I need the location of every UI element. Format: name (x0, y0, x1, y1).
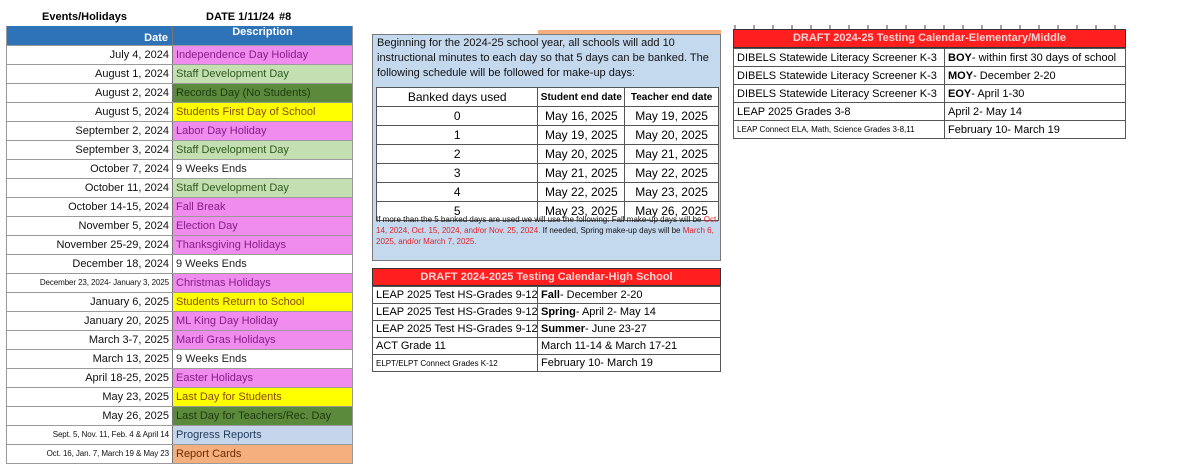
events-table (6, 26, 353, 464)
event-row (7, 311, 353, 330)
event-row (7, 64, 353, 83)
event-date: September 2, 2024 (7, 121, 173, 140)
event-row (7, 292, 353, 311)
event-description: Progress Reports (173, 425, 353, 444)
test-window-dates: March 11-14 & March 17-21 (541, 340, 678, 352)
testing-row (373, 321, 721, 338)
events-holidays-panel (6, 8, 353, 464)
event-description: Last Day for Students (173, 387, 353, 406)
event-date: August 2, 2024 (7, 83, 173, 102)
test-window-dates: February 10- March 19 (948, 123, 1060, 136)
event-description: Staff Development Day (173, 140, 353, 159)
event-description: Labor Day Holiday (173, 121, 353, 140)
test-window-period: EOY (948, 87, 972, 100)
test-window (945, 121, 1126, 139)
event-date: December 18, 2024 (7, 254, 173, 273)
testing-row (734, 67, 1126, 85)
event-description: Students Return to School (173, 292, 353, 311)
banked-used-cell: 1 (377, 126, 538, 145)
test-window-dates: - April 2- May 14 (575, 306, 656, 318)
event-date: November 5, 2024 (7, 216, 173, 235)
column-header-date: Date (7, 26, 173, 45)
test-window-dates: - April 1-30 (971, 87, 1025, 100)
banked-teacher-cell: May 23, 2025 (625, 183, 719, 202)
column-tick-marks (733, 25, 1126, 29)
banked-student-cell: May 20, 2025 (538, 145, 625, 164)
test-window-dates: April 2- May 14 (948, 105, 1022, 118)
event-row (7, 349, 353, 368)
event-description: Mardi Gras Holidays (173, 330, 353, 349)
banked-student-cell: May 23, 2025 (538, 202, 625, 221)
makeup-days-note (376, 214, 719, 247)
test-window-period: MOY (948, 69, 974, 82)
banked-used-cell: 0 (377, 107, 538, 126)
event-description: Fall Break (173, 197, 353, 216)
test-name: LEAP 2025 Test HS-Grades 9-12 (373, 304, 538, 321)
test-window-dates: February 10- March 19 (541, 357, 653, 369)
testing-row (373, 355, 721, 372)
event-row (7, 121, 353, 140)
banked-used-cell: 2 (377, 145, 538, 164)
testing-row (734, 121, 1126, 139)
event-date: April 18-25, 2025 (7, 368, 173, 387)
event-description: Students First Day of School (173, 102, 353, 121)
test-window-dates: - December 2-20 (559, 289, 643, 301)
event-row (7, 406, 353, 425)
test-name: DIBELS Statewide Literacy Screener K-3 (734, 85, 945, 103)
test-window (945, 49, 1126, 67)
test-name: LEAP Connect ELA, Math, Science Grades 3-8,11 (734, 121, 945, 139)
test-window (538, 304, 721, 321)
event-date: March 13, 2025 (7, 349, 173, 368)
test-window-dates: - within first 30 days of school (971, 51, 1117, 64)
event-date: August 5, 2024 (7, 102, 173, 121)
test-name: DIBELS Statewide Literacy Screener K-3 (734, 49, 945, 67)
banked-student-cell: May 19, 2025 (538, 126, 625, 145)
test-window-period: Summer (541, 323, 586, 335)
banked-teacher-cell: May 20, 2025 (625, 126, 719, 145)
test-window (945, 67, 1126, 85)
event-row (7, 235, 353, 254)
event-row (7, 330, 353, 349)
event-row (7, 444, 353, 463)
test-window-period: BOY (948, 51, 972, 64)
high-school-testing-title: DRAFT 2024-2025 Testing Calendar-High School (372, 268, 721, 286)
event-description: Thanksgiving Holidays (173, 235, 353, 254)
event-row (7, 425, 353, 444)
elementary-middle-testing-panel (733, 29, 1126, 139)
test-window-period: Spring (541, 306, 576, 318)
banked-student-cell: May 16, 2025 (538, 107, 625, 126)
event-description: Easter Holidays (173, 368, 353, 387)
event-row (7, 273, 353, 292)
test-name: DIBELS Statewide Literacy Screener K-3 (734, 67, 945, 85)
banked-student-cell: May 22, 2025 (538, 183, 625, 202)
event-date: March 3-7, 2025 (7, 330, 173, 349)
event-description: 9 Weeks Ends (173, 254, 353, 273)
event-row (7, 197, 353, 216)
test-window (538, 287, 721, 304)
testing-row (734, 85, 1126, 103)
event-row (7, 140, 353, 159)
event-row (7, 178, 353, 197)
banked-used-cell: 3 (377, 164, 538, 183)
banked-days-row (377, 183, 719, 202)
testing-row (734, 49, 1126, 67)
banked-days-intro: Beginning for the 2024-25 school year, all schools will add 10 instructional minutes to each day so that 5 days can be banked. The following schedule will be followed for make-up days: (377, 37, 709, 79)
test-name: ACT Grade 11 (373, 338, 538, 355)
event-date: July 4, 2024 (7, 45, 173, 64)
column-header-teacher-end: Teacher end date (625, 88, 719, 107)
testing-row (373, 304, 721, 321)
banked-teacher-cell: May 22, 2025 (625, 164, 719, 183)
test-window (945, 85, 1126, 103)
banked-days-row (377, 145, 719, 164)
test-window (538, 355, 721, 372)
banked-days-table (376, 87, 719, 221)
event-date: October 11, 2024 (7, 178, 173, 197)
event-date: December 23, 2024- January 3, 2025 (7, 273, 173, 292)
banked-teacher-cell: May 21, 2025 (625, 145, 719, 164)
event-date: May 26, 2025 (7, 406, 173, 425)
banked-teacher-cell: May 19, 2025 (625, 107, 719, 126)
event-row (7, 216, 353, 235)
testing-row (734, 103, 1126, 121)
event-date: January 6, 2025 (7, 292, 173, 311)
event-date: January 20, 2025 (7, 311, 173, 330)
note-text-a: If more than the 5 banked days are used we will use the following: Fall make-up days will be (376, 215, 704, 224)
event-description: Independence Day Holiday (173, 45, 353, 64)
test-window-dates: - June 23-27 (585, 323, 647, 335)
note-spring-dates: March 6, 2025, and/or March 7, 2025. (376, 226, 714, 246)
test-name: LEAP 2025 Test HS-Grades 9-12 (373, 321, 538, 338)
high-school-testing-table (372, 286, 721, 372)
banked-days-header (377, 88, 719, 107)
event-row (7, 45, 353, 64)
test-name: ELPT/ELPT Connect Grades K-12 (373, 355, 538, 372)
event-row (7, 159, 353, 178)
events-title: Events/Holidays (42, 11, 127, 23)
event-description: 9 Weeks Ends (173, 159, 353, 178)
banked-used-cell: 5 (377, 202, 538, 221)
testing-row (373, 287, 721, 304)
test-window (538, 321, 721, 338)
event-description: Last Day for Teachers/Rec. Day (173, 406, 353, 425)
event-description: ML King Day Holiday (173, 311, 353, 330)
event-date: May 23, 2025 (7, 387, 173, 406)
event-date: September 3, 2024 (7, 140, 173, 159)
banked-student-cell: May 21, 2025 (538, 164, 625, 183)
column-header-description: Description (173, 26, 353, 45)
event-date: August 1, 2024 (7, 64, 173, 83)
event-description: Christmas Holidays (173, 273, 353, 292)
event-description: Report Cards (173, 444, 353, 463)
event-description: Election Day (173, 216, 353, 235)
note-fall-dates: Oct. 14, 2024, Oct. 15, 2024, and/or Nov. 25, 2024. (376, 215, 719, 235)
test-window-period: Fall (541, 289, 560, 301)
test-window (538, 338, 721, 355)
banked-days-row (377, 107, 719, 126)
banked-days-row (377, 126, 719, 145)
test-window-dates: - December 2-20 (973, 69, 1056, 82)
event-date: October 7, 2024 (7, 159, 173, 178)
events-header (6, 8, 353, 26)
banked-days-row (377, 164, 719, 183)
event-row (7, 83, 353, 102)
event-row (7, 368, 353, 387)
elementary-middle-testing-title: DRAFT 2024-25 Testing Calendar-Elementary/Middle (733, 29, 1126, 48)
events-column-header (7, 26, 353, 45)
event-date: Sept. 5, Nov. 11, Feb. 4 & April 14 (7, 425, 173, 444)
event-description: Records Day (No Students) (173, 83, 353, 102)
high-school-testing-panel (372, 268, 721, 372)
event-date: Oct. 16, Jan. 7, March 19 & May 23 (7, 444, 173, 463)
event-description: Staff Development Day (173, 64, 353, 83)
event-date: October 14-15, 2024 (7, 197, 173, 216)
note-text-b: If needed, Spring make-up days will be (540, 226, 683, 235)
event-description: Staff Development Day (173, 178, 353, 197)
event-row (7, 387, 353, 406)
column-header-banked-days: Banked days used (377, 88, 538, 107)
test-name: LEAP 2025 Grades 3-8 (734, 103, 945, 121)
event-row (7, 254, 353, 273)
events-number: #8 (279, 11, 292, 23)
elementary-middle-testing-table (733, 48, 1126, 139)
banked-days-panel (372, 34, 721, 261)
testing-row (373, 338, 721, 355)
events-date-label: DATE 1/11/24 (206, 11, 275, 23)
banked-teacher-cell: May 26, 2025 (625, 202, 719, 221)
event-description: 9 Weeks Ends (173, 349, 353, 368)
event-date: November 25-29, 2024 (7, 235, 173, 254)
banked-used-cell: 4 (377, 183, 538, 202)
event-row (7, 102, 353, 121)
test-window (945, 103, 1126, 121)
test-name: LEAP 2025 Test HS-Grades 9-12 (373, 287, 538, 304)
column-header-student-end: Student end date (538, 88, 625, 107)
